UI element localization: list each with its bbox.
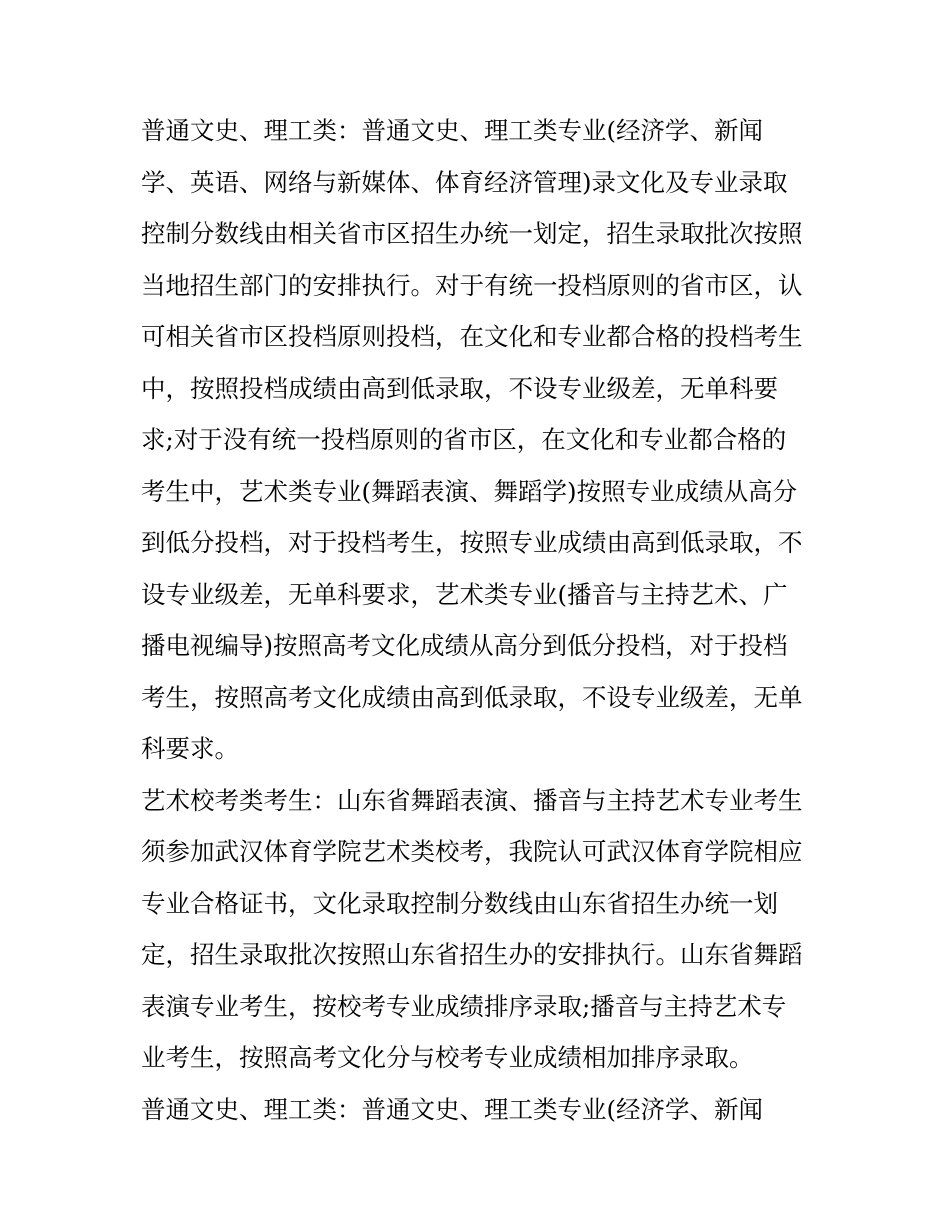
text-line: 普通文史、理工类：普通文史、理工类专业(经济学、新闻 bbox=[141, 1094, 764, 1124]
text-line: 须参加武汉体育学院艺术类校考，我院认可武汉体育学院相应 bbox=[141, 837, 803, 866]
text-line: 普通文史、理工类：普通文史、理工类专业(经济学、新闻 bbox=[141, 116, 764, 145]
text-line: 艺术校考类考生：山东省舞蹈表演、播音与主持艺术专业考生 bbox=[141, 785, 803, 815]
text-line: 学、英语、网络与新媒体、体育经济管理)录文化及专业录取 bbox=[141, 167, 788, 197]
document-body bbox=[141, 111, 821, 1141]
text-line: 到低分投档，对于投档考生，按照专业成绩由高到低录取，不 bbox=[141, 528, 803, 557]
text-line: 中，按照投档成绩由高到低录取，不设专业级差，无单科要 bbox=[141, 373, 778, 403]
text-line: 可相关省市区投档原则投档，在文化和专业都合格的投档考生 bbox=[141, 322, 803, 351]
paragraph-general-admission bbox=[141, 111, 821, 781]
text-line: 设专业级差，无单科要求，艺术类专业(播音与主持艺术、广 bbox=[141, 579, 788, 609]
paragraph-art-exam-admission bbox=[141, 781, 821, 1090]
text-line: 控制分数线由相关省市区招生办统一划定，招生录取批次按照 bbox=[141, 219, 803, 248]
text-line: 定，招生录取批次按照山东省招生办的安排执行。山东省舞蹈 bbox=[141, 940, 803, 969]
text-line: 求;对于没有统一投档原则的省市区，在文化和专业都合格的 bbox=[141, 425, 787, 454]
text-line: 科要求。 bbox=[141, 734, 239, 763]
text-line: 播电视编导)按照高考文化成绩从高分到低分投档，对于投档 bbox=[141, 631, 788, 660]
paragraph-general-admission-repeat bbox=[141, 1090, 821, 1142]
text-line: 考生中，艺术类专业(舞蹈表演、舞蹈学)按照专业成绩从高分 bbox=[141, 476, 798, 506]
text-line: 考生，按照高考文化成绩由高到低录取，不设专业级差，无单 bbox=[141, 682, 803, 712]
text-line: 专业合格证书，文化录取控制分数线由山东省招生办统一划 bbox=[141, 888, 778, 918]
text-line: 业考生，按照高考文化分与校考专业成绩相加排序录取。 bbox=[141, 1043, 754, 1072]
text-line: 表演专业考生，按校考专业成绩排序录取;播音与主持艺术专 bbox=[141, 991, 787, 1021]
text-line: 当地招生部门的安排执行。对于有统一投档原则的省市区，认 bbox=[141, 270, 803, 300]
